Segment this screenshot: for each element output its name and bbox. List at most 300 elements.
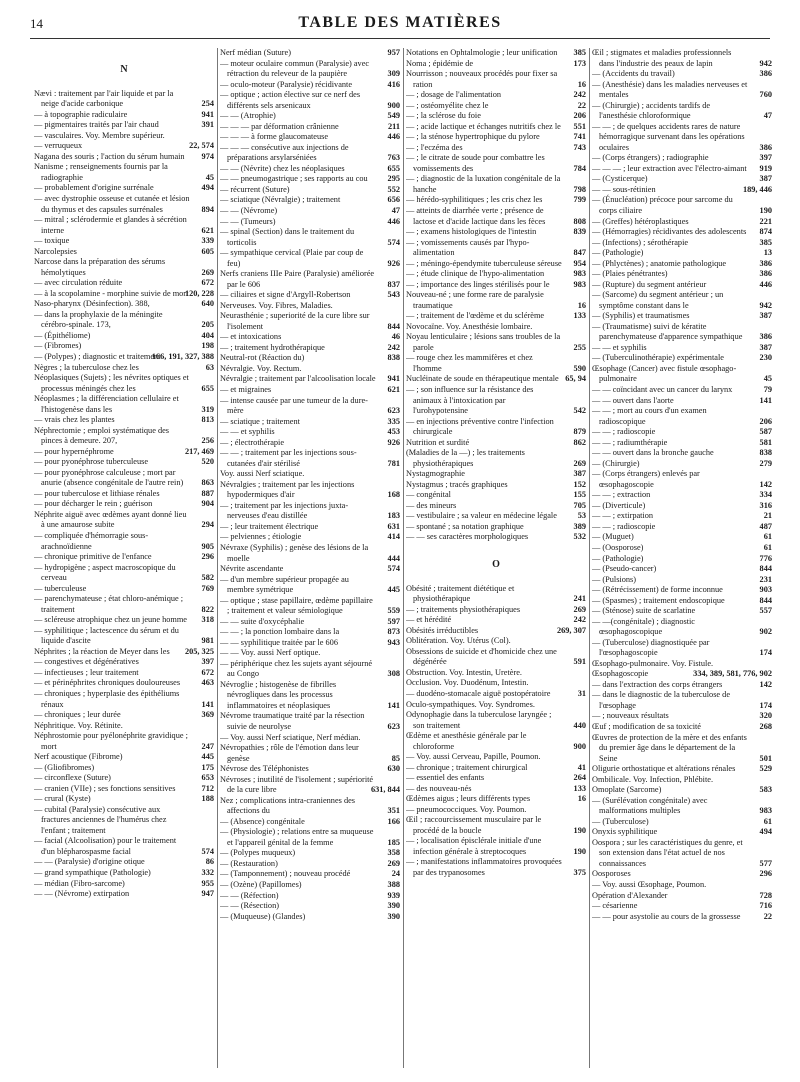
index-entry: [220, 396, 400, 417]
entry-text: — (Traumatisme) suivi de kératite parenchymateuse d'apparence sympathique: [592, 321, 743, 342]
index-entry: [592, 448, 772, 459]
index-entry: [220, 891, 400, 902]
entry-text: — (Pathologie): [592, 248, 644, 258]
entry-text: Nerveuses. Voy. Fibres, Maladies.: [220, 300, 333, 310]
entry-text: — — Voy. aussi Nerf optique.: [220, 648, 321, 658]
entry-page-ref: 863: [201, 478, 214, 488]
index-entry: [406, 731, 586, 752]
index-entry: [406, 678, 586, 689]
entry-page-ref: 254: [201, 99, 214, 109]
entry-text: — Voy. aussi Cerveau, Papille, Poumon.: [406, 752, 541, 762]
entry-text: — chronique ; traitement chirurgical: [406, 762, 528, 772]
index-entry: [34, 889, 214, 900]
entry-page-ref: 494: [201, 183, 214, 193]
index-entry: [220, 596, 400, 617]
entry-page-ref: 900: [387, 100, 400, 110]
index-entry: [592, 606, 772, 617]
entry-text: Opération d'Alexander: [592, 890, 668, 900]
entry-page-ref: 387: [759, 174, 772, 184]
index-column-4: [592, 48, 772, 1068]
index-entry: [34, 531, 214, 552]
entry-text: Néoplasmes ; la différenciation cellulaire et l'histogenèse dans les: [34, 394, 179, 414]
entry-text: — optique ; stase papillaire, œdème papillaire ; traitement et valeur sémiologique: [220, 595, 373, 616]
index-entry: [406, 269, 586, 280]
index-entry: [406, 374, 586, 385]
entry-text: — (Pulsions): [592, 574, 637, 584]
entry-text: — pour décharger le rein ; guérison: [34, 499, 153, 509]
entry-page-ref: 813: [201, 415, 214, 425]
entry-text: — — suite d'oxycéphalie: [220, 616, 305, 626]
index-entry: [220, 648, 400, 659]
index-entry: [220, 59, 400, 80]
entry-text: — ; traitements physiothérapiques: [406, 604, 521, 614]
entry-text: — (Plaies pénétrantes): [592, 269, 668, 279]
entry-text: — (Pathologie): [592, 553, 644, 563]
entry-text: Nerfs craniens IIIe Paire (Paralysie) améliorée par le 606: [220, 269, 375, 289]
index-entry: [220, 627, 400, 638]
entry-page-ref: 388: [387, 879, 400, 889]
entry-text: — — ouvert dans la bronche gauche: [592, 448, 714, 458]
entry-text: — (Physiologie) ; relations entre sa muqueuse et l'appareil génital de la femme: [220, 827, 374, 847]
entry-page-ref: 61: [763, 816, 772, 826]
entry-text: — pigmentaires traités par l'air chaud: [34, 120, 159, 130]
entry-page-ref: 335: [387, 416, 400, 426]
entry-text: Oligurie orthostatique et altérations rénales: [592, 764, 736, 774]
index-entry: [592, 80, 772, 101]
entry-page-ref: 389: [573, 521, 586, 531]
index-entry: [592, 101, 772, 122]
entry-page-ref: 902: [759, 627, 772, 637]
index-entry: [220, 711, 400, 732]
entry-page-ref: 334, 389, 581, 776, 902: [693, 669, 772, 679]
entry-page-ref: 581: [759, 437, 772, 447]
index-entry: [592, 469, 772, 490]
entry-text: — — (Névrite) chez les néoplasiques: [220, 163, 345, 173]
index-entry: [220, 501, 400, 522]
entry-page-ref: 904: [201, 499, 214, 509]
entry-page-ref: 24: [391, 869, 400, 879]
index-entry: [220, 743, 400, 764]
index-entry: [34, 447, 214, 458]
entry-text: — essentiel des enfants: [406, 773, 485, 783]
entry-page-ref: 387: [759, 311, 772, 321]
index-entry: [406, 101, 586, 112]
entry-text: — ; manifestations inflammatoires provoquées par des trypanosomes: [406, 857, 562, 877]
index-entry: [406, 385, 586, 417]
entry-page-ref: 543: [387, 290, 400, 300]
index-entry: [34, 363, 214, 374]
entry-text: — — ; radiumthérapie: [592, 437, 668, 447]
index-entry: [220, 817, 400, 828]
entry-page-ref: 386: [759, 69, 772, 79]
entry-text: — ; son influence sur la résistance des animaux à l'intoxication par l'urohypotensine: [406, 385, 534, 416]
entry-text: Voy. aussi Nerf sciatique.: [220, 469, 305, 479]
index-entry: [406, 605, 586, 616]
entry-page-ref: 943: [387, 637, 400, 647]
entry-text: — intense causée par une tumeur de la dure-mère: [220, 395, 368, 416]
index-entry: [220, 248, 400, 269]
entry-page-ref: 386: [759, 258, 772, 268]
entry-text: Névropathies ; rôle de l'émotion dans leur genèse: [220, 743, 359, 763]
entry-text: — ; leur traitement électrique: [220, 521, 319, 531]
entry-page-ref: 375: [573, 868, 586, 877]
index-entry: [592, 690, 772, 711]
running-title: TABLE DES MATIÈRES: [298, 14, 502, 31]
index-entry: [34, 763, 214, 774]
entry-text: — — ; extraction: [592, 490, 651, 500]
entry-text: — — (Atrophie): [220, 111, 276, 121]
index-entry: [220, 343, 400, 354]
entry-page-ref: 769: [201, 583, 214, 593]
index-entry: [592, 543, 772, 554]
index-entry: [34, 689, 214, 710]
entry-text: — — coïncidant avec un cancer du larynx: [592, 385, 733, 394]
entry-text: — (Ozène) (Papillomes): [220, 879, 302, 889]
entry-text: Néphrites ; la réaction de Meyer dans les: [34, 646, 170, 656]
entry-text: Onyxis syphilitique: [592, 827, 658, 837]
entry-page-ref: 942: [759, 300, 772, 310]
entry-text: Naso-pharynx (Désinfection). 388,: [34, 299, 150, 309]
index-entry: [34, 89, 214, 110]
entry-text: — ; traitement hydrothérapique: [220, 342, 325, 352]
entry-text: — — ; mort au cours d'un examen radioscopique: [592, 406, 707, 426]
column-divider: [403, 48, 404, 1068]
entry-text: Œuf ; modification de sa toxicité: [592, 722, 701, 731]
index-entry: [406, 111, 586, 122]
index-entry: [592, 322, 772, 343]
entry-text: Névroglie ; histogenèse de fibrilles névrogliques dans les processus inflammatoires et néoplasiques: [220, 679, 337, 710]
index-entry: [592, 438, 772, 449]
entry-page-ref: 242: [573, 90, 586, 100]
entry-page-ref: 445: [201, 752, 214, 762]
index-entry: [592, 827, 772, 838]
entry-text: — — pneumogastrique ; ses rapports au cou: [220, 174, 368, 184]
index-entry: [34, 794, 214, 805]
index-entry: [592, 575, 772, 586]
entry-page-ref: 621: [201, 225, 214, 235]
entry-page-ref: 760: [759, 90, 772, 100]
entry-text: — verruqueux: [34, 141, 83, 151]
entry-page-ref: 798: [573, 184, 586, 194]
index-entry: [34, 162, 214, 183]
entry-page-ref: 879: [573, 427, 586, 437]
index-entry: [34, 710, 214, 721]
entry-text: — ; importance des linges stérilisés pour le: [406, 279, 550, 289]
index-entry: [406, 332, 586, 353]
entry-text: — sympathique cervical (Plaie par coup de feu): [220, 248, 364, 268]
entry-text: Néoplasiques (Sujets) ; les névrites optiques et processus méningés chez les: [34, 373, 189, 393]
index-entry: [34, 489, 214, 500]
index-entry: [220, 564, 400, 575]
entry-page-ref: 45: [763, 374, 772, 384]
entry-text: — ; localisation épisclérale initiale d'une infection générale à streptocoques: [406, 836, 542, 856]
entry-page-ref: 905: [201, 541, 214, 551]
entry-page-ref: 926: [387, 258, 400, 268]
index-entry: [406, 69, 586, 90]
entry-text: Névraxe (Syphilis) ; genèse des lésions de la moelle: [220, 542, 369, 563]
entry-page-ref: 391: [201, 120, 214, 130]
entry-text: — — ; de quelques accidents rares de nature hémorragique survenant dans les opérations oculaires: [592, 121, 745, 152]
entry-text: — duodéno-stomacale aiguë postopératoire: [406, 688, 551, 698]
index-entry: [220, 48, 400, 59]
entry-text: Oosporoses: [592, 869, 631, 879]
entry-page-ref: 188: [201, 794, 214, 804]
index-entry: [406, 522, 586, 533]
entry-text: — (Surélévation congénitale) avec malformations multiples: [592, 795, 708, 816]
entry-text: — (Gliofibromes): [34, 762, 95, 772]
entry-page-ref: 269, 307: [556, 625, 586, 635]
entry-page-ref: 255: [573, 342, 586, 352]
entry-text: Névrite ascendante: [220, 564, 284, 574]
entry-page-ref: 983: [573, 279, 586, 289]
index-entry: [592, 311, 772, 322]
entry-text: — (Anesthésie) dans les maladies nerveuses et mentales: [592, 79, 748, 100]
entry-text: — ciliaires et signe d'Argyll-Robertson: [220, 290, 351, 300]
entry-page-ref: 947: [201, 889, 214, 899]
entry-text: — ; acide lactique et échanges nutritifs chez le: [406, 121, 561, 131]
index-entry: [34, 731, 214, 752]
entry-text: — ; méningo-épendymite tuberculeuse séreuse: [406, 258, 562, 268]
entry-text: Nystagmus ; tracés graphiques: [406, 479, 508, 489]
index-entry: [34, 194, 214, 215]
index-entry: [34, 868, 214, 879]
index-entry: [34, 721, 214, 732]
entry-page-ref: 387: [759, 342, 772, 352]
entry-text: Œil ; raccourcissement musculaire par le procédé de la boucle: [406, 815, 542, 835]
index-entry: [406, 773, 586, 784]
entry-text: — ; l'eczéma des: [406, 142, 463, 152]
index-columns: [34, 48, 774, 1068]
entry-page-ref: 939: [387, 890, 400, 900]
index-entry: [34, 752, 214, 763]
entry-text: — — (Névrome) extirpation: [34, 889, 130, 899]
entry-page-ref: 319: [201, 404, 214, 414]
index-entry: [34, 352, 214, 363]
index-entry: [406, 763, 586, 774]
index-entry: [220, 869, 400, 880]
index-entry: [220, 522, 400, 533]
entry-page-ref: 446: [759, 279, 772, 289]
entry-page-ref: 983: [759, 806, 772, 816]
entry-page-ref: 397: [759, 153, 772, 163]
index-entry: [406, 448, 586, 469]
index-entry: [34, 615, 214, 626]
entry-text: Oospora ; sur les caractéristiques du genre, et son extension dans l'état actuel de nos connaissances: [592, 837, 743, 868]
entry-page-ref: 155: [573, 490, 586, 500]
index-entry: [592, 396, 772, 407]
entry-text: — ; dosage de l'alimentation: [406, 90, 502, 100]
entry-text: — toxique: [34, 236, 70, 246]
entry-page-ref: 955: [201, 878, 214, 888]
index-entry: [34, 499, 214, 510]
entry-page-ref: 390: [387, 901, 400, 911]
entry-page-ref: 390: [387, 911, 400, 921]
entry-page-ref: 529: [759, 764, 772, 774]
index-entry: [34, 152, 214, 163]
entry-text: — pour pyonéphrose tuberculeuse: [34, 457, 149, 467]
entry-text: — avec dystrophie osseuse et cutanée et lésion du thymus et des capsules surrénales: [34, 194, 190, 214]
entry-page-ref: 141: [387, 700, 400, 710]
entry-page-ref: 941: [201, 109, 214, 119]
entry-page-ref: 741: [573, 132, 586, 142]
entry-text: — ; le citrate de soude pour combattre les vomissements des: [406, 153, 545, 173]
entry-page-ref: 242: [387, 342, 400, 352]
entry-page-ref: 557: [759, 606, 772, 616]
entry-page-ref: 320: [759, 711, 772, 721]
entry-page-ref: 269: [573, 604, 586, 614]
entry-page-ref: 574: [201, 846, 214, 856]
entry-page-ref: 174: [759, 648, 772, 658]
index-entry: [406, 311, 586, 322]
entry-text: — (Chirurgie) ; accidents tardifs de l'anesthésie chloroformique: [592, 100, 711, 121]
entry-page-ref: 463: [201, 678, 214, 688]
index-entry: [220, 269, 400, 290]
index-entry: [34, 657, 214, 668]
entry-text: Nucléinate de soude en thérapeutique mentale: [406, 374, 559, 384]
index-entry: [592, 164, 772, 175]
entry-text: — — ; la ponction lombaire dans la: [220, 627, 340, 637]
entry-page-ref: 445: [387, 585, 400, 595]
entry-text: — — ; radioscopie: [592, 427, 656, 437]
entry-page-ref: 873: [387, 627, 400, 637]
entry-page-ref: 844: [759, 595, 772, 605]
entry-page-ref: 47: [391, 205, 400, 215]
entry-page-ref: 862: [573, 437, 586, 447]
index-entry: [592, 501, 772, 512]
entry-text: — ; ostéomyélite chez le: [406, 100, 489, 110]
index-entry: [592, 248, 772, 259]
entry-page-ref: 16: [577, 794, 586, 804]
entry-page-ref: 22: [763, 911, 772, 921]
entry-page-ref: 597: [387, 616, 400, 626]
index-entry: [220, 532, 400, 543]
index-entry: [220, 374, 400, 385]
entry-text: — (Diverticule): [592, 500, 646, 510]
entry-text: Néphrite aiguë avec œdèmes ayant donné lieu à une amaurose subite: [34, 509, 187, 530]
entry-text: — (Rupture) du segment antérieur: [592, 279, 707, 289]
entry-page-ref: 926: [387, 437, 400, 447]
index-entry: [406, 636, 586, 647]
entry-text: — ; vomissements causés par l'hypo-alimentation: [406, 237, 530, 258]
entry-text: — pour pyonéphrose calculeuse ; mort par anurie (absence congénitale de l'autre rein): [34, 467, 184, 488]
index-entry: [592, 680, 772, 691]
index-entry: [592, 869, 772, 880]
entry-text: Œuvres de protection de la mère et des enfants du premier âge dans le département de la Seine: [592, 732, 747, 763]
entry-page-ref: 318: [201, 615, 214, 625]
index-entry: [34, 668, 214, 679]
entry-text: Nègres ; la tuberculose chez les: [34, 362, 139, 372]
entry-page-ref: 205, 325: [184, 646, 214, 656]
index-entry: [220, 353, 400, 364]
index-entry: [406, 752, 586, 763]
entry-page-ref: 41: [577, 762, 586, 772]
entry-text: Obésité ; traitement diététique et physiothérapique: [406, 583, 515, 604]
index-entry: [406, 469, 586, 480]
entry-page-ref: 133: [573, 311, 586, 321]
index-entry: [220, 469, 400, 480]
entry-text: — et migraines: [220, 385, 272, 394]
entry-text: — infectieuses ; leur traitement: [34, 667, 139, 677]
entry-page-ref: 894: [201, 204, 214, 214]
entry-text: Obésités irréductibles: [406, 625, 479, 635]
entry-page-ref: 574: [387, 564, 400, 574]
index-entry: [406, 153, 586, 174]
index-entry: [34, 299, 214, 310]
entry-text: Névralgie. Voy. Rectum.: [220, 363, 302, 373]
entry-page-ref: 404: [201, 330, 214, 340]
entry-text: — rouge chez les mammifères et chez l'homme: [406, 353, 533, 373]
index-entry: [592, 638, 772, 659]
entry-page-ref: 672: [201, 667, 214, 677]
index-entry: [592, 880, 772, 891]
index-entry: [592, 785, 772, 796]
entry-text: — ; traitement de l'œdème et du sclérème: [406, 311, 545, 321]
index-entry: [34, 468, 214, 489]
entry-page-ref: 13: [763, 248, 772, 258]
entry-page-ref: 799: [573, 195, 586, 205]
index-entry: [34, 110, 214, 121]
entry-page-ref: 520: [201, 457, 214, 467]
entry-text: — atteints de diarrhée verte ; présence de lactose et d'acide lactique dans les fèces: [406, 205, 546, 226]
entry-text: — — (Tumeurs): [220, 216, 276, 226]
entry-text: — (Syphilis) et traumatismes: [592, 311, 690, 321]
entry-page-ref: 957: [387, 48, 400, 57]
entry-page-ref: 141: [759, 395, 772, 405]
entry-text: — spinal (Section) dans le traitement du torticolis: [220, 227, 355, 247]
index-entry: [220, 132, 400, 143]
entry-text: — ; diagnostic de la luxation congénitale de la hanche: [406, 174, 561, 194]
entry-text: — chronique primitive de l'enfance: [34, 552, 152, 562]
entry-page-ref: 808: [573, 216, 586, 226]
entry-page-ref: 386: [759, 269, 772, 279]
index-entry: [220, 827, 400, 848]
entry-page-ref: 414: [387, 532, 400, 542]
entry-page-ref: 590: [573, 363, 586, 373]
entry-page-ref: 919: [759, 163, 772, 173]
index-entry: [34, 289, 214, 300]
index-entry: [592, 733, 772, 765]
entry-text: — — — à forme glaucomateuse: [220, 132, 329, 142]
index-entry: [220, 680, 400, 712]
index-entry: [592, 838, 772, 870]
entry-page-ref: 166, 191, 327, 388: [151, 351, 214, 361]
entry-text: — optique ; action élective sur ce nerf des différents sels arsenicaux: [220, 90, 361, 110]
index-entry: [592, 227, 772, 238]
entry-page-ref: 583: [759, 785, 772, 795]
index-entry: [592, 912, 772, 923]
entry-page-ref: 316: [759, 500, 772, 510]
index-entry: [220, 880, 400, 891]
entry-page-ref: 385: [759, 237, 772, 247]
index-entry: [406, 647, 586, 668]
index-entry: [34, 310, 214, 331]
entry-text: Nourrisson ; nouveaux procédés pour fixer sa ration: [406, 69, 558, 89]
entry-text: — pour hypernéphrome: [34, 446, 114, 456]
entry-page-ref: 981: [201, 636, 214, 646]
entry-page-ref: 494: [759, 827, 772, 837]
entry-text: — facial (Alcoolisation) pour le traitement d'un blépharospasme facial: [34, 836, 177, 856]
entry-text: — tuberculeuse: [34, 583, 87, 593]
entry-text: — ; la sclérose du foie: [406, 111, 481, 121]
index-entry: [592, 122, 772, 154]
entry-text: — (Polypes muqueux): [220, 848, 296, 858]
entry-page-ref: 46: [391, 332, 400, 342]
entry-page-ref: 844: [387, 321, 400, 331]
entry-page-ref: 551: [573, 121, 586, 131]
entry-page-ref: 168: [387, 490, 400, 500]
entry-text: — dans la prophylaxie de la méningite cérébro-spinale. 173,: [34, 309, 163, 330]
entry-text: — (Oosporose): [592, 542, 644, 552]
